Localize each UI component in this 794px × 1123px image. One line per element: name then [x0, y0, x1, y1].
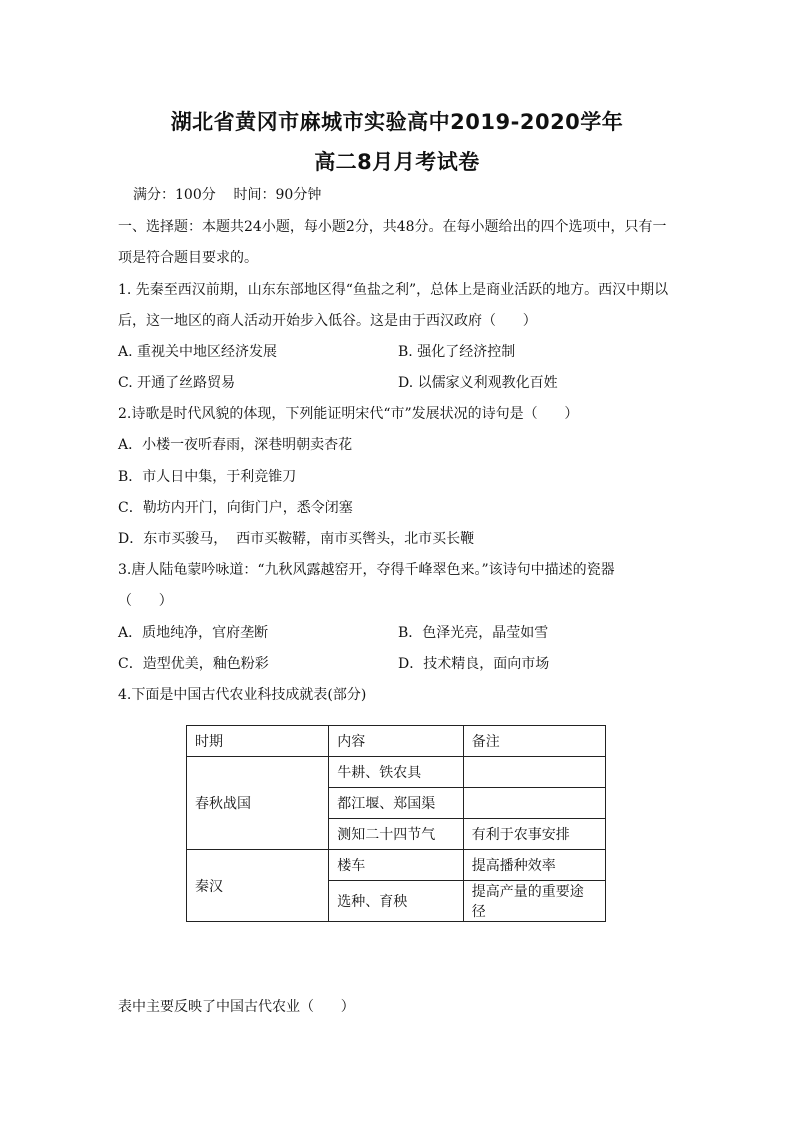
table-header-cell: 备注	[463, 726, 605, 757]
q1-option-b: B. 强化了经济控制	[398, 344, 516, 360]
section-intro-line1: 一、选择题：本题共24小题，每小题2分，共48分。在每小题给出的四个选项中，只有一	[118, 219, 667, 235]
q1-option-c: C. 开通了丝路贸易	[118, 375, 236, 391]
table-header-cell: 时期	[187, 726, 329, 757]
q2-stem: 2.诗歌是时代风貌的体现，下列能证明宋代“市”发展状况的诗句是（ ）	[118, 406, 579, 422]
table-row	[187, 850, 606, 881]
table-period-cell: 春秋战国	[187, 757, 329, 850]
q3-option-d: D．技术精良，面向市场	[398, 656, 550, 672]
q1-option-d: D. 以儒家义利观教化百姓	[398, 375, 558, 391]
q4-after-table: 表中主要反映了中国古代农业（ ）	[118, 999, 355, 1015]
q3-option-a: A．质地纯净，官府垄断	[118, 625, 269, 641]
q4-stem: 4.下面是中国古代农业科技成就表(部分)	[118, 687, 367, 703]
table-period-cell: 秦汉	[187, 850, 329, 922]
section-intro-line2: 项是符合题目要求的。	[118, 250, 258, 266]
exam-meta: 满分：100分 时间：90分钟	[133, 187, 322, 203]
q2-option-a: A．小楼一夜听春雨，深巷明朝卖杏花	[118, 437, 353, 453]
exam-title-line1: 湖北省黄冈市麻城市实验高中2019-2020学年	[170, 110, 624, 134]
q1-stem-line1: 1. 先秦至西汉前期，山东东部地区得“鱼盐之利”，总体上是商业活跃的地方。西汉中期以	[118, 282, 669, 298]
table-note-cell: 提高产量的重要途径	[463, 881, 605, 922]
q1-option-a: A. 重视关中地区经济发展	[118, 344, 278, 360]
table-content-cell: 都江堰、郑国渠	[329, 788, 463, 819]
q2-option-b: B．市人日中集，于利竞锥刀	[118, 469, 297, 485]
q2-option-d: D．东市买骏马， 西市买鞍鞯，南市买辔头，北市买长鞭	[118, 531, 475, 547]
q1-stem-line2: 后，这一地区的商人活动开始步入低谷。这是由于西汉政府（ ）	[118, 313, 537, 329]
q3-stem-line2: （ ）	[118, 593, 173, 609]
agriculture-table	[186, 725, 606, 922]
exam-title-line2: 高二8月月考试卷	[314, 150, 480, 174]
q3-option-b: B．色泽光亮，晶莹如雪	[398, 625, 549, 641]
table-note-cell	[463, 788, 605, 819]
table-note-cell: 提高播种效率	[463, 850, 605, 881]
q2-option-c: C．勒坊内开门，向街门户，悉令闭塞	[118, 500, 353, 516]
table-row	[187, 757, 606, 788]
table-content-cell: 测知二十四节气	[329, 819, 463, 850]
table-content-cell: 选种、育秧	[329, 881, 463, 922]
table-content-cell: 楼车	[329, 850, 463, 881]
table-header-cell: 内容	[329, 726, 463, 757]
table-note-cell	[463, 757, 605, 788]
table-note-cell: 有利于农事安排	[463, 819, 605, 850]
q3-option-c: C．造型优美，釉色粉彩	[118, 656, 269, 672]
table-content-cell: 牛耕、铁农具	[329, 757, 463, 788]
table-header-row	[187, 726, 606, 757]
q3-stem-line1: 3.唐人陆龟蒙吟咏道：“九秋风露越窑开，夺得千峰翠色来。”该诗句中描述的瓷器	[118, 562, 615, 578]
